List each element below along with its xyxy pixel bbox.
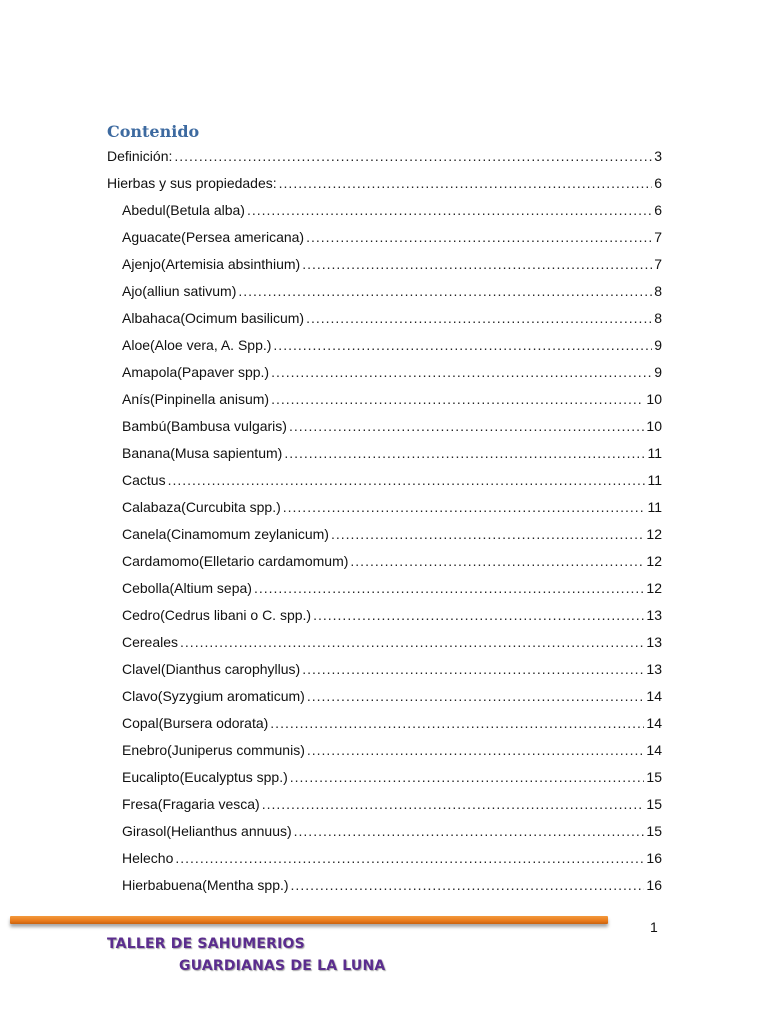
toc-entry-page: 13 — [646, 607, 662, 623]
toc-dot-leader — [262, 791, 645, 818]
toc-entry-page: 3 — [654, 148, 662, 164]
toc-entry-page: 9 — [654, 364, 662, 380]
toc-entry-label: Copal(Bursera odorata) — [122, 715, 269, 731]
toc-entry-page: 7 — [654, 256, 662, 272]
toc-dot-leader — [271, 386, 644, 413]
toc-entry-label: Aguacate(Persea americana) — [122, 229, 305, 245]
toc-entry[interactable] — [107, 845, 662, 872]
toc-entry-page: 6 — [654, 175, 662, 191]
footer-rule — [10, 916, 608, 924]
toc-entry-page: 14 — [646, 742, 662, 758]
toc-entry[interactable] — [107, 143, 662, 170]
toc-dot-leader — [307, 683, 645, 710]
toc-dot-leader — [291, 872, 645, 899]
toc-entry-page: 12 — [646, 580, 662, 596]
toc-entry[interactable] — [107, 737, 662, 764]
toc-entry-label: Cactus — [122, 472, 166, 488]
toc-dot-leader — [302, 251, 652, 278]
toc-entry-page: 13 — [646, 634, 662, 650]
toc-dot-leader — [302, 656, 644, 683]
toc-dot-leader — [279, 170, 652, 197]
toc-dot-leader — [270, 710, 644, 737]
toc-entry-label: Aloe(Aloe vera, A. Spp.) — [122, 337, 272, 353]
toc-entry-page: 15 — [646, 769, 662, 785]
toc-entry-label: Cebolla(Altium sepa) — [122, 580, 252, 596]
toc-dot-leader — [306, 224, 652, 251]
toc-entry[interactable] — [107, 548, 662, 575]
toc-entry[interactable] — [107, 278, 662, 305]
toc-entry-label: Cardamomo(Elletario cardamomum) — [122, 553, 349, 569]
toc-dot-leader — [254, 575, 644, 602]
toc-entry[interactable] — [107, 521, 662, 548]
toc-entry-label: Amapola(Papaver spp.) — [122, 364, 270, 380]
toc-entry-label: Fresa(Fragaria vesca) — [122, 796, 260, 812]
toc-entry[interactable] — [107, 197, 662, 224]
toc-entry[interactable] — [107, 629, 662, 656]
toc-entry-label: Bambú(Bambusa vulgaris) — [122, 418, 287, 434]
table-of-contents — [107, 143, 662, 899]
toc-entry-label: Cereales — [122, 634, 179, 650]
toc-dot-leader — [180, 629, 644, 656]
toc-entry[interactable] — [107, 602, 662, 629]
toc-entry-label: Clavel(Dianthus carophyllus) — [122, 661, 301, 677]
toc-entry-label: Enebro(Juniperus communis) — [122, 742, 305, 758]
toc-entry[interactable] — [107, 170, 662, 197]
toc-entry-label: Girasol(Helianthus annuus) — [122, 823, 292, 839]
toc-entry-label: Definición: — [107, 148, 173, 164]
toc-entry-label: Albahaca(Ocimum basilicum) — [122, 310, 305, 326]
toc-entry[interactable] — [107, 251, 662, 278]
toc-entry-label: Abedul(Betula alba) — [122, 202, 245, 218]
toc-dot-leader — [247, 197, 652, 224]
toc-entry-page: 13 — [646, 661, 662, 677]
toc-title: Contenido — [107, 122, 200, 141]
toc-entry-page: 10 — [646, 391, 662, 407]
toc-entry[interactable] — [107, 440, 662, 467]
toc-dot-leader — [307, 737, 645, 764]
toc-entry-page: 14 — [646, 688, 662, 704]
toc-entry-page: 8 — [654, 310, 662, 326]
toc-entry[interactable] — [107, 494, 662, 521]
toc-entry[interactable] — [107, 818, 662, 845]
toc-entry-page: 12 — [646, 526, 662, 542]
toc-dot-leader — [175, 845, 644, 872]
toc-entry-label: Banana(Musa sapientum) — [122, 445, 283, 461]
toc-entry-page: 9 — [654, 337, 662, 353]
toc-entry-page: 6 — [654, 202, 662, 218]
toc-entry-label: Calabaza(Curcubita spp.) — [122, 499, 281, 515]
footer-title-line-1: TALLER DE SAHUMERIOS — [107, 936, 305, 952]
toc-entry-page: 11 — [647, 445, 662, 461]
toc-entry-label: Hierbas y sus propiedades: — [107, 175, 277, 191]
toc-entry-page: 10 — [646, 418, 662, 434]
toc-entry-page: 16 — [646, 877, 662, 893]
toc-dot-leader — [294, 818, 645, 845]
toc-dot-leader — [168, 467, 646, 494]
toc-entry-page: 14 — [646, 715, 662, 731]
toc-entry[interactable] — [107, 224, 662, 251]
toc-dot-leader — [283, 494, 646, 521]
toc-entry-label: Ajo(alliun sativum) — [122, 283, 237, 299]
toc-entry-page: 8 — [654, 283, 662, 299]
toc-dot-leader — [290, 764, 645, 791]
toc-dot-leader — [284, 440, 645, 467]
toc-entry[interactable] — [107, 575, 662, 602]
toc-entry-page: 11 — [647, 499, 662, 515]
page-number: 1 — [650, 919, 658, 935]
toc-dot-leader — [306, 305, 652, 332]
toc-entry-label: Helecho — [122, 850, 174, 866]
toc-entry[interactable] — [107, 305, 662, 332]
toc-entry[interactable] — [107, 791, 662, 818]
toc-entry-label: Canela(Cinamomum zeylanicum) — [122, 526, 329, 542]
toc-entry[interactable] — [107, 683, 662, 710]
toc-entry[interactable] — [107, 386, 662, 413]
toc-entry[interactable] — [107, 413, 662, 440]
toc-entry[interactable] — [107, 710, 662, 737]
toc-entry-label: Anís(Pinpinella anisum) — [122, 391, 270, 407]
toc-entry[interactable] — [107, 764, 662, 791]
toc-entry-page: 15 — [646, 823, 662, 839]
toc-dot-leader — [350, 548, 644, 575]
toc-entry-page: 7 — [654, 229, 662, 245]
toc-entry-label: Eucalipto(Eucalyptus spp.) — [122, 769, 288, 785]
toc-entry-label: Cedro(Cedrus libani o C. spp.) — [122, 607, 312, 623]
toc-entry[interactable] — [107, 656, 662, 683]
toc-dot-leader — [313, 602, 644, 629]
toc-dot-leader — [273, 332, 652, 359]
toc-entry[interactable] — [107, 359, 662, 386]
toc-dot-leader — [271, 359, 652, 386]
toc-dot-leader — [174, 143, 652, 170]
toc-dot-leader — [238, 278, 652, 305]
toc-entry[interactable] — [107, 332, 662, 359]
toc-dot-leader — [331, 521, 644, 548]
footer-title-line-2: GUARDIANAS DE LA LUNA — [179, 958, 386, 974]
toc-dot-leader — [289, 413, 644, 440]
toc-entry-page: 15 — [646, 796, 662, 812]
toc-entry[interactable] — [107, 872, 662, 899]
toc-entry-label: Hierbabuena(Mentha spp.) — [122, 877, 289, 893]
toc-entry-page: 11 — [647, 472, 662, 488]
toc-entry-page: 12 — [646, 553, 662, 569]
toc-entry-page: 16 — [646, 850, 662, 866]
toc-entry-label: Ajenjo(Artemisia absinthium) — [122, 256, 301, 272]
toc-entry-label: Clavo(Syzygium aromaticum) — [122, 688, 305, 704]
toc-entry[interactable] — [107, 467, 662, 494]
